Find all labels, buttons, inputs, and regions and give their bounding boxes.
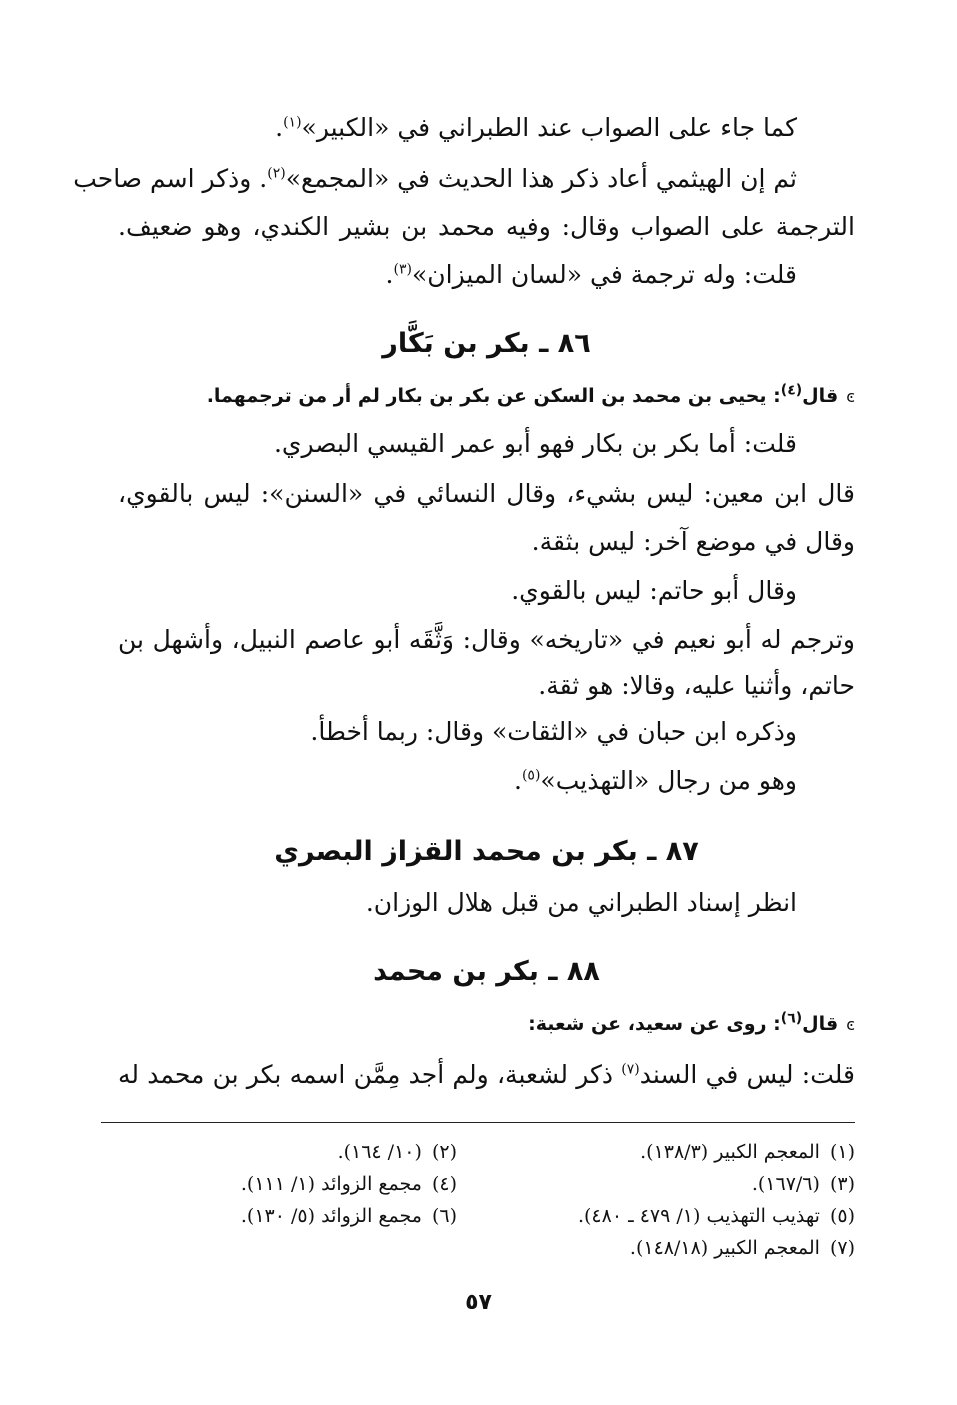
entry-heading-86: ٨٦ ـ بكر بن بَكَّار	[382, 328, 591, 359]
body-line: وترجم له أبو نعيم في «تاريخه» وقال: وَثَّقَه أبو عاصم النبيل، وأشهل بن	[118, 625, 855, 654]
footnotes-left-column	[157, 1136, 457, 1232]
footnote: (٤)مجمع الزوائد (١/ ١١١).	[240, 1173, 457, 1195]
body-line: الترجمة على الصواب وقال: وفيه محمد بن بشير الكندي، وهو ضعيف.	[118, 212, 855, 241]
footnote: (١)المعجم الكبير (١٣٨/٣).	[640, 1141, 855, 1163]
body-line: قلت: أما بكر بن بكار فهو أبو عمر القيسي البصري.	[273, 429, 797, 458]
body-line: قلت: ليس في السند$^{(٧)}$ ذكر لشعبة، ولم أجد مِمَّن اسمه بكر بن محمد له	[118, 1060, 855, 1089]
footnotes-right-column	[475, 1136, 855, 1264]
quoted-statement: ͼقال$^{(٦)}$: روى عن سعيد، عن شعبة:	[528, 1010, 855, 1035]
body-line: ثم إن الهيثمي أعاد ذكر هذا الحديث في «المجمع»$^{(٢)}$. وذكر اسم صاحب	[73, 164, 797, 193]
entry-heading-88: ٨٨ ـ بكر بن محمد	[373, 956, 600, 987]
body-line: كما جاء على الصواب عند الطبراني في «الكبير»$^{(١)}$.	[275, 113, 797, 142]
body-line: وذكره ابن حبان في «الثقات» وقال: ربما أخطأ.	[310, 717, 797, 746]
body-line: حاتم، وأثنيا عليه، وقالا: هو ثقة.	[538, 671, 855, 700]
body-line: وقال في موضع آخر: ليس بثقة.	[531, 527, 855, 556]
footnote: (٢)(١٠/ ١٦٤).	[337, 1141, 457, 1163]
footnote: (٧)المعجم الكبير (١٤٨/١٨).	[629, 1237, 855, 1259]
bullet-icon: ͼ	[846, 387, 855, 406]
quoted-statement: ͼقال$^{(٤)}$: يحيى بن محمد بن السكن عن بكر بن بكار لم أر من ترجمهما.	[206, 382, 855, 407]
body-line: انظر إسناد الطبراني من قبل هلال الوزان.	[365, 888, 797, 917]
footnote: (٣)(١٦٧/٦).	[751, 1173, 855, 1195]
entry-heading-87: ٨٧ ـ بكر بن محمد القزاز البصري	[274, 836, 699, 867]
page-number: ٥٧	[465, 1290, 492, 1315]
footnote: (٦)مجمع الزوائد (٥/ ١٣٠).	[240, 1205, 457, 1227]
body-line: قال ابن معين: ليس بشيء، وقال النسائي في «السنن»: ليس بالقوي،	[118, 479, 855, 508]
footnote: (٥)تهذيب التهذيب (١/ ٤٧٩ ـ ٤٨٠).	[577, 1205, 855, 1227]
bullet-icon: ͼ	[846, 1015, 855, 1034]
footnote-divider	[101, 1122, 855, 1123]
body-line: قلت: وله ترجمة في «لسان الميزان»$^{(٣)}$.	[385, 260, 797, 289]
body-line: وقال أبو حاتم: ليس بالقوي.	[511, 576, 797, 605]
body-line: وهو من رجال «التهذيب»$^{(٥)}$.	[513, 766, 797, 795]
